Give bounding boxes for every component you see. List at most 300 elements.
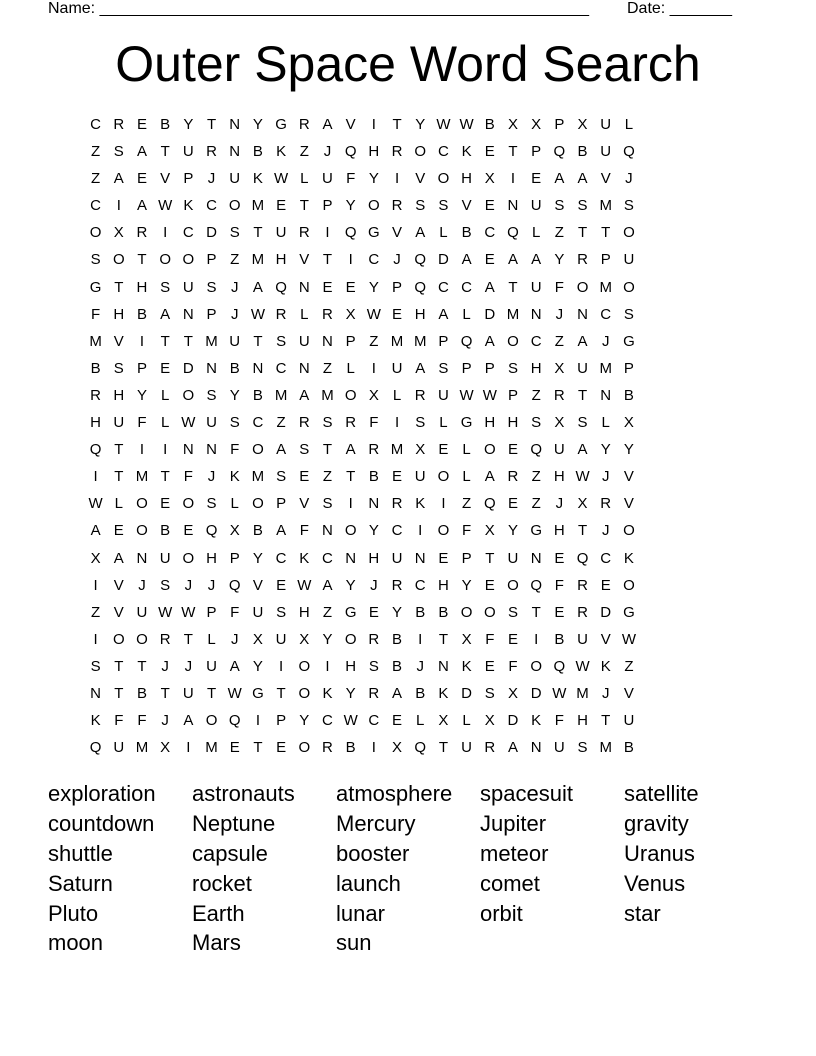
grid-row — [84, 222, 641, 249]
grid-letter: A — [322, 116, 333, 133]
grid-letter: S — [206, 386, 217, 404]
grid-row — [84, 629, 641, 656]
grid-row — [84, 710, 641, 737]
grid-letter: O — [460, 603, 473, 621]
grid-letter: L — [346, 359, 355, 377]
grid-letter: O — [182, 549, 195, 567]
grid-letter: L — [300, 305, 309, 323]
grid-letter: B — [415, 684, 426, 702]
grid-row — [84, 195, 641, 222]
grid-letter: Z — [91, 143, 101, 161]
grid-letter: X — [623, 414, 634, 432]
grid-letter: U — [507, 549, 519, 567]
grid-letter: O — [182, 495, 195, 513]
grid-letter: X — [484, 170, 495, 188]
grid-letter: S — [276, 603, 287, 621]
grid-letter: P — [507, 386, 518, 404]
grid-letter: B — [345, 739, 356, 757]
grid-row — [84, 141, 641, 168]
word-list-item: sun — [336, 930, 372, 956]
grid-letter: J — [555, 305, 564, 323]
word-list-item: shuttle — [48, 840, 113, 866]
grid-row — [84, 304, 641, 331]
grid-letter: B — [461, 224, 472, 242]
grid-letter: Q — [530, 441, 542, 459]
grid-letter: J — [230, 278, 239, 296]
grid-letter: O — [298, 657, 311, 675]
grid-letter: G — [89, 278, 102, 296]
grid-letter: I — [163, 224, 168, 242]
grid-letter: N — [298, 359, 310, 377]
grid-letter: A — [322, 576, 333, 594]
grid-letter: Z — [462, 495, 472, 513]
grid-letter: S — [276, 332, 287, 350]
grid-letter: C — [391, 522, 403, 540]
grid-letter: U — [553, 441, 565, 459]
grid-letter: A — [345, 441, 356, 459]
grid-letter: A — [577, 332, 588, 350]
grid-letter: X — [299, 630, 310, 648]
grid-letter: H — [113, 305, 125, 323]
grid-letter: M — [135, 739, 149, 757]
grid-letter: U — [298, 332, 310, 350]
grid-letter: S — [507, 359, 518, 377]
grid-letter: U — [206, 657, 217, 675]
grid-letter: P — [554, 116, 565, 133]
grid-letter: U — [182, 143, 194, 161]
grid-letter: J — [625, 170, 633, 188]
grid-letter: X — [229, 522, 240, 540]
grid-letter: R — [345, 414, 357, 432]
grid-letter: T — [276, 684, 286, 702]
page-title: Outer Space Word Search — [115, 36, 701, 92]
grid-letter: Y — [345, 576, 356, 594]
grid-letter: W — [459, 116, 474, 133]
grid-letter: Y — [322, 630, 333, 648]
word-list-item: orbit — [480, 900, 523, 926]
grid-letter: E — [600, 576, 611, 594]
grid-letter: U — [113, 414, 125, 432]
grid-letter: N — [322, 332, 333, 350]
grid-letter: O — [136, 630, 148, 648]
grid-row — [84, 277, 641, 304]
grid-letter: M — [599, 197, 612, 215]
grid-letter: X — [484, 712, 495, 730]
grid-letter: H — [577, 712, 588, 730]
grid-letter: K — [276, 143, 287, 161]
word-list-item: Neptune — [192, 810, 276, 836]
grid-letter: U — [623, 251, 635, 269]
grid-letter: A — [554, 170, 565, 188]
grid-letter: I — [394, 414, 400, 432]
grid-letter: B — [160, 522, 171, 540]
grid-letter: O — [507, 332, 519, 350]
grid-letter: Z — [276, 414, 286, 432]
grid-letter: M — [89, 332, 102, 350]
word-list-row — [48, 929, 768, 959]
grid-letter: W — [621, 630, 636, 648]
grid-letter: R — [90, 386, 102, 404]
grid-letter: U — [461, 739, 473, 757]
grid-letter: R — [368, 630, 380, 648]
grid-letter: E — [322, 278, 333, 296]
grid-letter: E — [160, 359, 171, 377]
name-field-label: Name: _______________________________________________________ — [48, 0, 589, 17]
grid-letter: S — [322, 414, 333, 432]
grid-letter: A — [136, 197, 147, 215]
grid-letter: B — [577, 143, 588, 161]
grid-letter: T — [114, 468, 124, 486]
grid-letter: M — [251, 197, 265, 215]
grid-letter: K — [90, 712, 101, 730]
grid-letter: L — [462, 468, 471, 486]
grid-letter: A — [484, 468, 495, 486]
grid-row — [84, 466, 641, 493]
grid-letter: S — [160, 576, 171, 594]
word-list-item: star — [624, 900, 661, 926]
grid-letter: B — [229, 359, 240, 377]
grid-letter: Y — [136, 386, 147, 404]
word-list-item: Mercury — [336, 810, 416, 836]
grid-letter: R — [322, 305, 333, 323]
grid-letter: S — [206, 278, 217, 296]
grid-letter: M — [506, 305, 520, 323]
grid-row — [84, 656, 641, 683]
grid-letter: H — [414, 305, 426, 323]
grid-letter: T — [253, 224, 263, 242]
word-list-item: countdown — [48, 810, 155, 836]
grid-letter: Y — [554, 251, 565, 269]
grid-letter: J — [138, 576, 146, 594]
grid-letter: Y — [252, 549, 263, 567]
grid-letter: T — [601, 712, 611, 730]
grid-letter: F — [91, 305, 101, 323]
grid-letter: O — [623, 576, 635, 594]
grid-letter: Q — [414, 739, 427, 757]
grid-letter: H — [553, 522, 565, 540]
grid-letter: E — [276, 739, 287, 757]
grid-letter: S — [90, 657, 101, 675]
grid-letter: U — [182, 278, 194, 296]
grid-letter: Q — [576, 549, 589, 567]
grid-letter: K — [299, 549, 310, 567]
grid-letter: C — [90, 197, 102, 215]
grid-letter: E — [484, 197, 495, 215]
grid-letter: C — [275, 359, 287, 377]
grid-letter: T — [206, 116, 217, 133]
grid-row — [84, 602, 641, 629]
grid-letter: V — [113, 603, 124, 621]
grid-letter: O — [112, 251, 125, 269]
grid-letter: N — [322, 522, 333, 540]
grid-letter: V — [461, 197, 472, 215]
grid-letter: Y — [229, 386, 240, 404]
word-list-item: Uranus — [624, 840, 695, 866]
grid-letter: T — [183, 332, 193, 350]
grid-letter: M — [251, 468, 265, 486]
grid-row — [84, 737, 641, 764]
grid-letter: E — [392, 468, 403, 486]
grid-letter: Q — [344, 224, 357, 242]
grid-letter: Z — [322, 603, 333, 621]
grid-letter: E — [484, 657, 495, 675]
grid-letter: N — [414, 549, 426, 567]
grid-letter: N — [577, 305, 588, 323]
word-list-item: satellite — [624, 781, 699, 806]
grid-letter: Y — [368, 522, 379, 540]
grid-letter: D — [600, 603, 612, 621]
grid-letter: T — [577, 386, 588, 404]
grid-letter: U — [623, 712, 635, 730]
grid-letter: C — [461, 278, 473, 296]
grid-letter: X — [438, 712, 449, 730]
grid-letter: M — [274, 386, 288, 404]
grid-letter: O — [89, 224, 102, 242]
grid-letter: L — [392, 386, 402, 404]
word-list-item: comet — [480, 870, 540, 896]
grid-letter: R — [391, 495, 403, 513]
grid-letter: S — [415, 414, 426, 432]
grid-letter: S — [299, 441, 310, 459]
grid-letter: S — [229, 414, 240, 432]
grid-letter: I — [394, 170, 400, 188]
grid-letter: A — [392, 684, 403, 702]
grid-letter: C — [600, 549, 612, 567]
grid-letter: W — [181, 603, 196, 621]
grid-letter: I — [348, 251, 353, 269]
grid-letter: V — [415, 170, 426, 188]
grid-letter: Q — [89, 441, 102, 459]
grid-letter: O — [252, 441, 264, 459]
grid-letter: T — [346, 468, 356, 486]
grid-letter: S — [531, 414, 542, 432]
grid-letter: Z — [322, 468, 333, 486]
grid-letter: J — [230, 305, 239, 323]
grid-letter: R — [553, 386, 565, 404]
grid-letter: A — [160, 305, 171, 323]
grid-letter: H — [507, 414, 519, 432]
grid-letter: H — [461, 170, 473, 188]
grid-letter: A — [113, 549, 124, 567]
grid-letter: L — [462, 712, 471, 730]
grid-letter: Q — [530, 576, 542, 594]
grid-letter: X — [554, 414, 565, 432]
grid-letter: H — [530, 359, 542, 377]
grid-letter: O — [228, 197, 241, 215]
grid-letter: H — [113, 386, 125, 404]
grid-letter: X — [252, 630, 263, 648]
grid-letter: C — [437, 278, 449, 296]
grid-letter: L — [439, 224, 448, 242]
grid-letter: F — [346, 170, 356, 188]
grid-letter: L — [160, 414, 170, 432]
date-field-label: Date: _______ — [627, 0, 732, 17]
grid-letter: U — [206, 414, 217, 432]
grid-letter: E — [507, 630, 518, 648]
grid-letter: H — [90, 414, 102, 432]
word-list-item: exploration — [48, 781, 156, 806]
grid-letter: C — [90, 116, 102, 133]
grid-letter: R — [577, 251, 588, 269]
grid-letter: Z — [554, 224, 564, 242]
grid-letter: O — [623, 522, 635, 540]
grid-letter: B — [554, 630, 565, 648]
grid-letter: N — [600, 386, 612, 404]
grid-letter: O — [344, 630, 357, 648]
word-list-row — [48, 900, 768, 930]
grid-letter: L — [416, 712, 425, 730]
grid-letter: V — [623, 468, 634, 486]
grid-letter: R — [206, 143, 217, 161]
grid-letter: Y — [600, 441, 611, 459]
grid-letter: T — [531, 603, 541, 621]
grid-row — [84, 358, 641, 385]
grid-letter: J — [601, 522, 610, 540]
grid-letter: T — [508, 278, 518, 296]
grid-letter: D — [530, 684, 542, 702]
grid-letter: R — [414, 386, 426, 404]
grid-letter: S — [623, 197, 634, 215]
grid-letter: S — [484, 684, 495, 702]
grid-letter: P — [461, 359, 472, 377]
grid-letter: T — [322, 251, 333, 269]
grid-letter: N — [530, 549, 542, 567]
grid-letter: O — [623, 224, 635, 242]
grid-letter: Q — [623, 143, 635, 161]
grid-letter: E — [507, 495, 518, 513]
grid-letter: A — [461, 251, 472, 269]
word-list-item: Mars — [192, 930, 241, 956]
grid-letter: C — [322, 712, 333, 730]
grid-letter: O — [252, 495, 264, 513]
grid-letter: F — [369, 414, 379, 432]
grid-letter: N — [298, 278, 310, 296]
grid-letter: W — [227, 684, 242, 702]
word-list-item: Saturn — [48, 870, 113, 896]
grid-letter: B — [392, 630, 403, 648]
grid-letter: P — [206, 603, 217, 621]
grid-letter: Y — [252, 657, 263, 675]
grid-letter: P — [484, 359, 495, 377]
grid-letter: M — [390, 332, 404, 350]
grid-letter: S — [160, 278, 171, 296]
grid-letter: Z — [91, 170, 101, 188]
grid-letter: U — [600, 143, 612, 161]
grid-letter: R — [136, 224, 148, 242]
word-list-row — [48, 810, 768, 840]
grid-letter: S — [322, 495, 333, 513]
grid-letter: I — [116, 197, 121, 215]
grid-letter: K — [600, 657, 611, 675]
grid-letter: H — [136, 278, 148, 296]
grid-letter: D — [182, 359, 194, 377]
grid-letter: R — [159, 630, 171, 648]
grid-letter: V — [160, 170, 171, 188]
grid-letter: L — [160, 386, 170, 404]
grid-letter: F — [554, 576, 564, 594]
grid-letter: X — [368, 386, 379, 404]
grid-letter: P — [136, 359, 147, 377]
grid-letter: V — [600, 630, 611, 648]
grid-letter: Q — [414, 251, 427, 269]
grid-letter: U — [437, 386, 449, 404]
grid-letter: X — [345, 305, 356, 323]
grid-letter: C — [322, 549, 333, 567]
grid-letter: P — [461, 549, 472, 567]
grid-letter: M — [599, 278, 612, 296]
grid-row — [84, 548, 641, 575]
grid-letter: M — [599, 359, 612, 377]
word-list-item: gravity — [624, 810, 689, 836]
grid-letter: E — [438, 441, 449, 459]
grid-letter: O — [112, 630, 125, 648]
grid-letter: O — [483, 603, 496, 621]
grid-letter: B — [623, 739, 634, 757]
grid-letter: A — [507, 739, 518, 757]
grid-letter: I — [418, 522, 423, 540]
grid-letter: I — [371, 739, 376, 757]
grid-letter: I — [163, 441, 168, 459]
grid-letter: X — [160, 739, 171, 757]
word-list-item: Pluto — [48, 900, 99, 926]
grid-letter: V — [113, 576, 124, 594]
grid-letter: H — [298, 603, 310, 621]
grid-row — [84, 575, 641, 602]
grid-letter: T — [392, 116, 402, 133]
grid-letter: H — [437, 576, 449, 594]
grid-letter: M — [251, 251, 265, 269]
grid-letter: C — [414, 576, 426, 594]
grid-letter: X — [531, 116, 542, 133]
grid-letter: N — [90, 684, 102, 702]
grid-letter: A — [507, 251, 518, 269]
grid-letter: S — [577, 739, 588, 757]
grid-letter: S — [368, 657, 379, 675]
grid-letter: U — [577, 630, 588, 648]
grid-letter: W — [158, 603, 173, 621]
grid-letter: U — [391, 359, 403, 377]
grid-letter: T — [160, 332, 170, 350]
grid-letter: F — [183, 468, 193, 486]
grid-letter: B — [90, 359, 101, 377]
grid-letter: S — [415, 197, 426, 215]
grid-row — [84, 331, 641, 358]
grid-letter: E — [484, 576, 495, 594]
grid-letter: V — [113, 332, 124, 350]
grid-letter: O — [437, 522, 450, 540]
grid-letter: O — [136, 495, 148, 513]
grid-letter: V — [252, 576, 263, 594]
grid-letter: I — [186, 739, 191, 757]
grid-letter: L — [462, 441, 471, 459]
grid-letter: B — [368, 468, 379, 486]
grid-letter: T — [183, 630, 193, 648]
grid-letter: F — [554, 278, 564, 296]
grid-letter: I — [534, 630, 539, 648]
grid-letter: K — [623, 549, 634, 567]
grid-letter: J — [555, 495, 564, 513]
grid-letter: F — [137, 414, 147, 432]
grid-letter: K — [531, 712, 542, 730]
grid-letter: R — [391, 576, 403, 594]
grid-letter: Z — [624, 657, 634, 675]
grid-letter: K — [229, 468, 240, 486]
grid-letter: Q — [344, 143, 357, 161]
word-list-item: meteor — [480, 840, 549, 866]
grid-letter: B — [160, 116, 171, 133]
grid-letter: T — [299, 197, 309, 215]
grid-letter: I — [255, 712, 260, 730]
